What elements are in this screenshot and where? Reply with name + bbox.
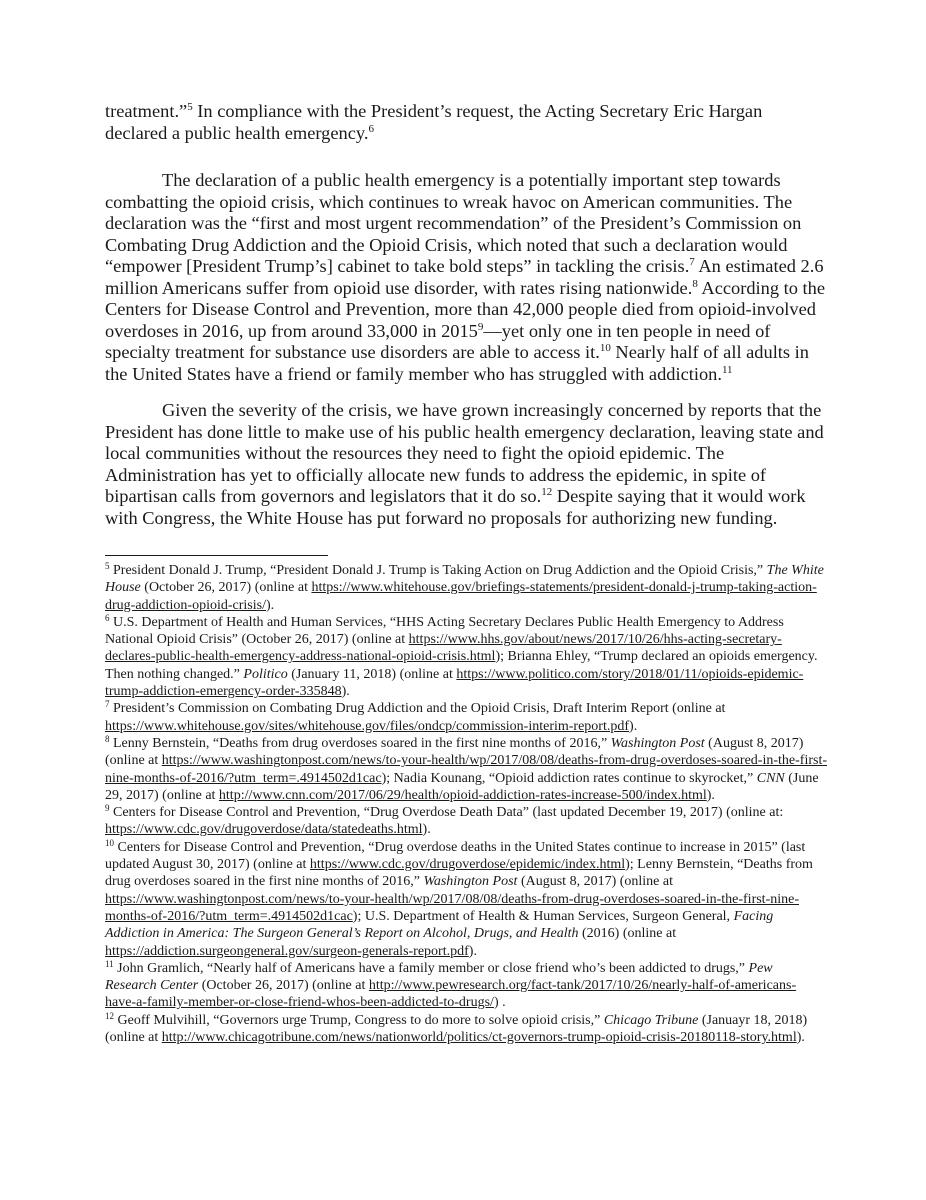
footnote-link[interactable]: http://www.cnn.com/2017/06/29/health/opioid-addiction-rates-increase-500/index.html [218, 787, 707, 803]
footnote-5: $^5$ President Donald J. Trump, “President Donald J. Trump is Taking Action on Drug Addiction and the Opioid Crisis,” The White House (October 26, 2017) (online at https://www.whitehouse.gov/briefings-statements/president-donald-j-trump-taking-action-drug-addiction-opioid-crisis/). [105, 561, 824, 613]
footnote-10: $^{10}$ Centers for Disease Control and Prevention, “Drug overdose deaths in the United States continue to increase in 2015” (last updated August 30, 2017) (online at https://www.cdc.gov/drugoverdose/epidemic/index.html); Lenny Bernstein, “Deaths from drug overdoses soared in the first nine months of 2016,” Washington Post (August 8, 2017) (online at https://www.washingtonpost.com/news/to-your-health/wp/2017/08/08/deaths-from-drug-overdoses-soared-in-the-first-nine-months-of-2016/?utm_term=.4914502d1cac); U.S. Department of Health & Human Services, Surgeon General, Facing Addiction in America: The Surgeon General’s Report on Alcohol, Drugs, and Health (2016) (online at https://addiction.surgeongeneral.gov/surgeon-generals-report.pdf). [105, 837, 813, 959]
footnote-12: $^{12}$ Geoff Mulvihill, “Governors urge Trump, Congress to do more to solve opioid crisis,” Chicago Tribune (Januayr 18, 2018) (online at http://www.chicagotribune.com/news/nationworld/politics/ct-governors-trump-opioid-crisis-20180118-story.html). [105, 1010, 808, 1046]
footnote-ref: 7 [689, 256, 695, 268]
paragraph-2: The declaration of a public health emergency is a potentially important step towards combatting the opioid crisis, which continues to wreak havoc on American communities. The declaration was the “first and most urgent recommendation” of the President’s Commission on Combating Drug Addiction and the Opioid Crisis, which noted that such a declaration would “empower [President Trump’s] cabinet to take bold steps” in tackling the crisis.$^7$ An estimated 2.6 million Americans suffer from opioid use disorder, with rates rising nationwide.$^8$ According to the Centers for Disease Control and Prevention, more than 42,000 people died from opioid-involved overdoses in 2016, up from around 33,000 in 2015$^9$—yet only one in ten people in need of specialty treatment for substance use disorders are able to access it.$^{10}$ Nearly half of all adults in the United States have a friend or family member who has struggled with addiction.$^{11}$ [105, 170, 825, 384]
footnote-link[interactable]: https://www.politico.com/story/2018/01/11/opioids-epidemic-trump-addiction-emergency-order-335848 [105, 666, 804, 700]
footnote-ref: 8 [692, 277, 698, 290]
footnote-link[interactable]: https://www.washingtonpost.com/news/to-your-health/wp/2017/08/08/deaths-from-drug-overdoses-soared-in-the-first-nine-months-of-2016/?utm_term=.4914502d1cac [105, 753, 827, 786]
footnote-separator [105, 555, 328, 556]
paragraph-3: Given the severity of the crisis, we have grown increasingly concerned by reports that the President has done little to make use of his public health emergency declaration, leaving state and local communities without the resources they need to fight the opioid epidemic. The Administration has yet to officially allocate new funds to address the epidemic, in spite of bipartisan calls from governors and legislators that it do so.$^{12}$ Despite saying that it would work with Congress, the White House has put forward no proposals for authorizing new funding. [105, 400, 824, 528]
footnote-link[interactable]: http://www.chicagotribune.com/news/nationworld/politics/ct-governors-trump-opioid-crisis-20180118-story.html [161, 1030, 797, 1046]
footnote-link[interactable]: http://www.pewresearch.org/fact-tank/2017/10/26/nearly-half-of-americans-have-a-family-member-or-close-friend-whos-been-addicted-to-drugs/ [105, 978, 797, 1011]
footnote-ref: 10 [599, 342, 611, 354]
footnote-11: $^{11}$ John Gramlich, “Nearly half of Americans have a family member or close friend who’s been addicted to drugs,” Pew Research Center (October 26, 2017) (online at http://www.pewresearch.org/fact-tank/2017/10/26/nearly-half-of-americans-have-a-family-member-or-close-friend-whos-been-addicted-to-drugs/) . [105, 958, 797, 1011]
footnote-link[interactable]: https://www.whitehouse.gov/briefings-statements/president-donald-j-trump-taking-action-drug-addiction-opioid-crisis/ [105, 580, 817, 613]
footnote-6: $^6$ U.S. Department of Health and Human Services, “HHS Acting Secretary Declares Public Health Emergency to Address National Opioid Crisis” (October 26, 2017) (online at https://www.hhs.gov/about/news/2017/10/26/hhs-acting-secretary-declares-public-health-emergency-address-national-opioid-crisis.html); Brianna Ehley, “Trump declared an opioids emergency. Then nothing changed.” Politico (January 11, 2018) (online at https://www.politico.com/story/2018/01/11/opioids-epidemic-trump-addiction-emergency-order-335848). [105, 612, 818, 700]
footnote-ref: 6 [368, 122, 374, 135]
footnote-ref: 11 [721, 363, 733, 376]
footnote-link[interactable]: https://www.whitehouse.gov/sites/whitehouse.gov/files/ondcp/commission-interim-report.pdf [105, 718, 630, 734]
footnote-link[interactable]: https://www.cdc.gov/drugoverdose/data/statedeaths.html [105, 822, 423, 838]
footnote-link[interactable]: https://www.hhs.gov/about/news/2017/10/26/hhs-acting-secretary-declares-public-health-emergency-address-national-opioid-crisis.html [105, 632, 782, 665]
footnote-link[interactable]: https://www.cdc.gov/drugoverdose/epidemic/index.html [309, 857, 626, 873]
footnote-9: $^9$ Centers for Disease Control and Prevention, “Drug Overdose Death Data” (last updated December 19, 2017) (online at: https://www.cdc.gov/drugoverdose/data/statedeaths.html). [105, 803, 784, 838]
footnote-ref: 12 [541, 486, 553, 498]
footnote-link[interactable]: https://www.washingtonpost.com/news/to-your-health/wp/2017/08/08/deaths-from-drug-overdoses-soared-in-the-first-nine-months-of-2016/?utm_term=.4914502d1cac [105, 891, 799, 924]
paragraph-1: treatment.”$^5$ In compliance with the President’s request, the Acting Secretary Eric Hargan declared a public health emergency.$^6$ [105, 101, 763, 143]
footnote-link[interactable]: https://addiction.surgeongeneral.gov/surgeon-generals-report.pdf [105, 943, 469, 959]
footnotes [105, 562, 827, 1046]
footnote-ref: 9 [477, 320, 484, 333]
footnote-8: $^8$ Lenny Bernstein, “Deaths from drug overdoses soared in the first nine months of 2016,” Washington Post (August 8, 2017) (online at https://www.washingtonpost.com/news/to-your-health/wp/2017/08/08/deaths-from-drug-overdoses-soared-in-the-first-nine-months-of-2016/?utm_term=.4914502d1cac); Nadia Kounang, “Opioid addiction rates continue to skyrocket,” CNN (June 29, 2017) (online at http://www.cnn.com/2017/06/29/health/opioid-addiction-rates-increase-500/index.html). [105, 733, 827, 803]
footnote-ref: 5 [187, 101, 193, 113]
footnote-7: $^7$ President’s Commission on Combating Drug Addiction and the Opioid Crisis, Draft Interim Report (online at https://www.whitehouse.gov/sites/whitehouse.gov/files/ondcp/commission-interim-report.pdf). [105, 699, 726, 734]
